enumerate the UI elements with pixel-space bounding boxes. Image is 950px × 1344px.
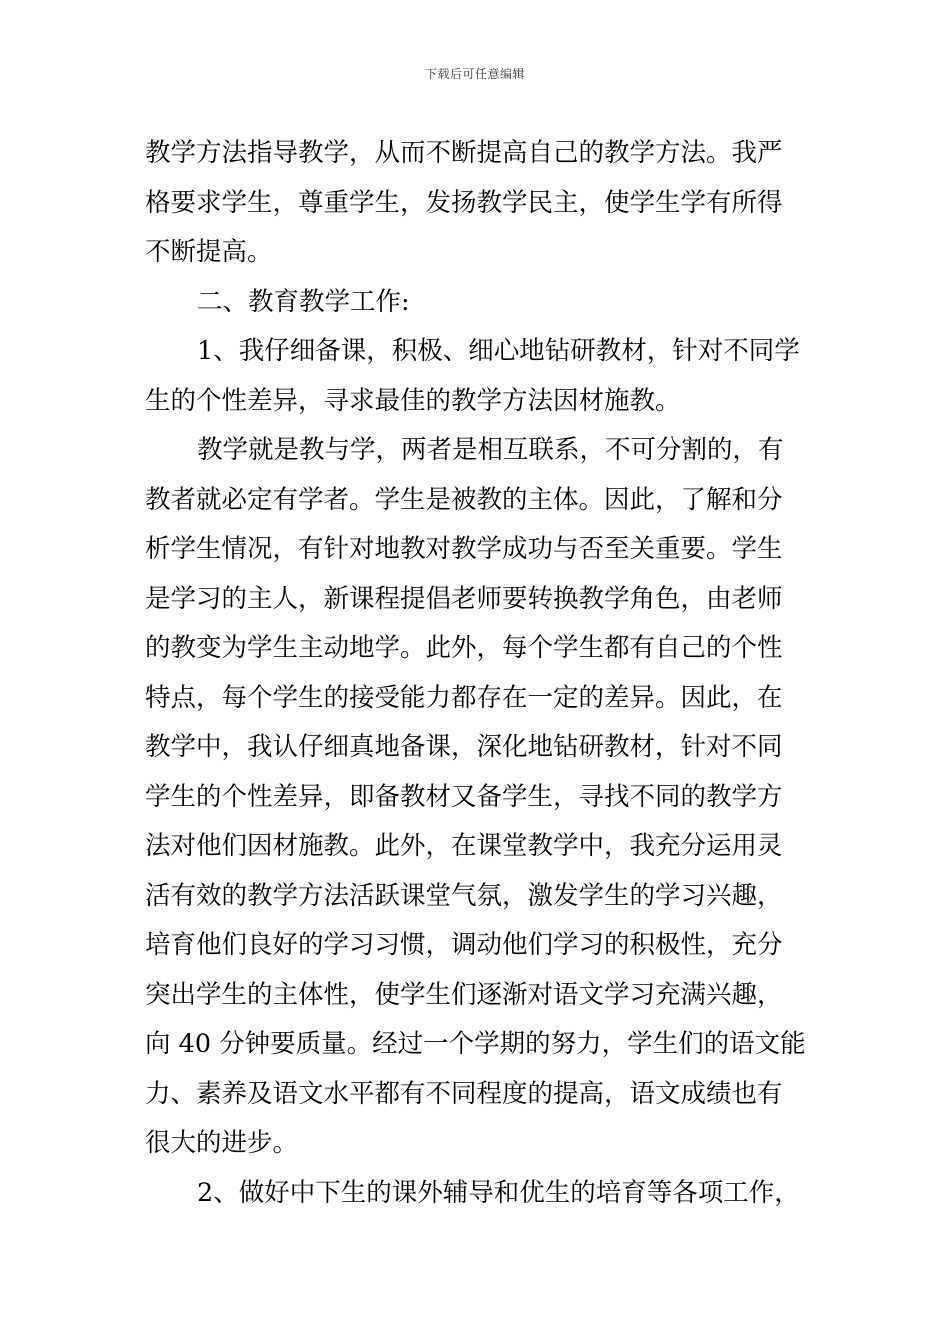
body-line: 力、素养及语文水平都有不同程度的提高，语文成绩也有	[145, 1078, 783, 1109]
body-line: 向 40 分钟要质量。经过一个学期的努力，学生们的语文能	[145, 1029, 806, 1059]
body-line: 不断提高。	[145, 237, 273, 267]
body-line: 析学生情况，有针对地教对教学成功与否至关重要。学生	[145, 534, 783, 564]
body-line: 法对他们因材施教。此外，在课堂教学中，我充分运用灵	[145, 831, 783, 861]
body-line: 学生的个性差异，即备教材又备学生，寻找不同的教学方	[145, 781, 783, 812]
header-note: 下载后可任意编辑	[424, 67, 525, 81]
body-line: 教者就必定有学者。学生是被教的主体。因此，了解和分	[145, 484, 783, 515]
body-line: 格要求学生，尊重学生，发扬教学民主，使学生学有所得	[145, 187, 783, 218]
body-line: 的教变为学生主动地学。此外，每个学生都有自己的个性	[145, 633, 783, 663]
body-line: 教学方法指导教学，从而不断提高自己的教学方法。我严	[145, 138, 783, 168]
body-line: 2、做好中下生的课外辅导和优生的培育等各项工作，	[197, 1177, 800, 1208]
body-line: 突出学生的主体性，使学生们逐渐对语文学习充满兴趣，	[145, 979, 783, 1010]
section-heading: 二、教育教学工作:	[197, 286, 410, 317]
body-line: 特点，每个学生的接受能力都存在一定的差异。因此，在	[145, 682, 783, 713]
body-line: 培育他们良好的学习习惯，调动他们学习的积极性，充分	[145, 930, 783, 960]
body-line: 很大的进步。	[145, 1128, 299, 1158]
body-line: 生的个性差异，寻求最佳的教学方法因材施教。	[145, 385, 681, 416]
body-line: 教学就是教与学，两者是相互联系，不可分割的，有	[197, 435, 784, 465]
body-line: 教学中，我认仔细真地备课，深化地钻研教材，针对不同	[145, 732, 783, 762]
body-line: 1、我仔细备课，积极、细心地钻研教材，针对不同学	[197, 336, 800, 366]
body-line: 活有效的教学方法活跃课堂气氛，激发学生的学习兴趣，	[145, 880, 783, 911]
document-body	[145, 129, 805, 1218]
body-line: 是学习的主人，新课程提倡老师要转换教学角色，由老师	[145, 583, 783, 614]
